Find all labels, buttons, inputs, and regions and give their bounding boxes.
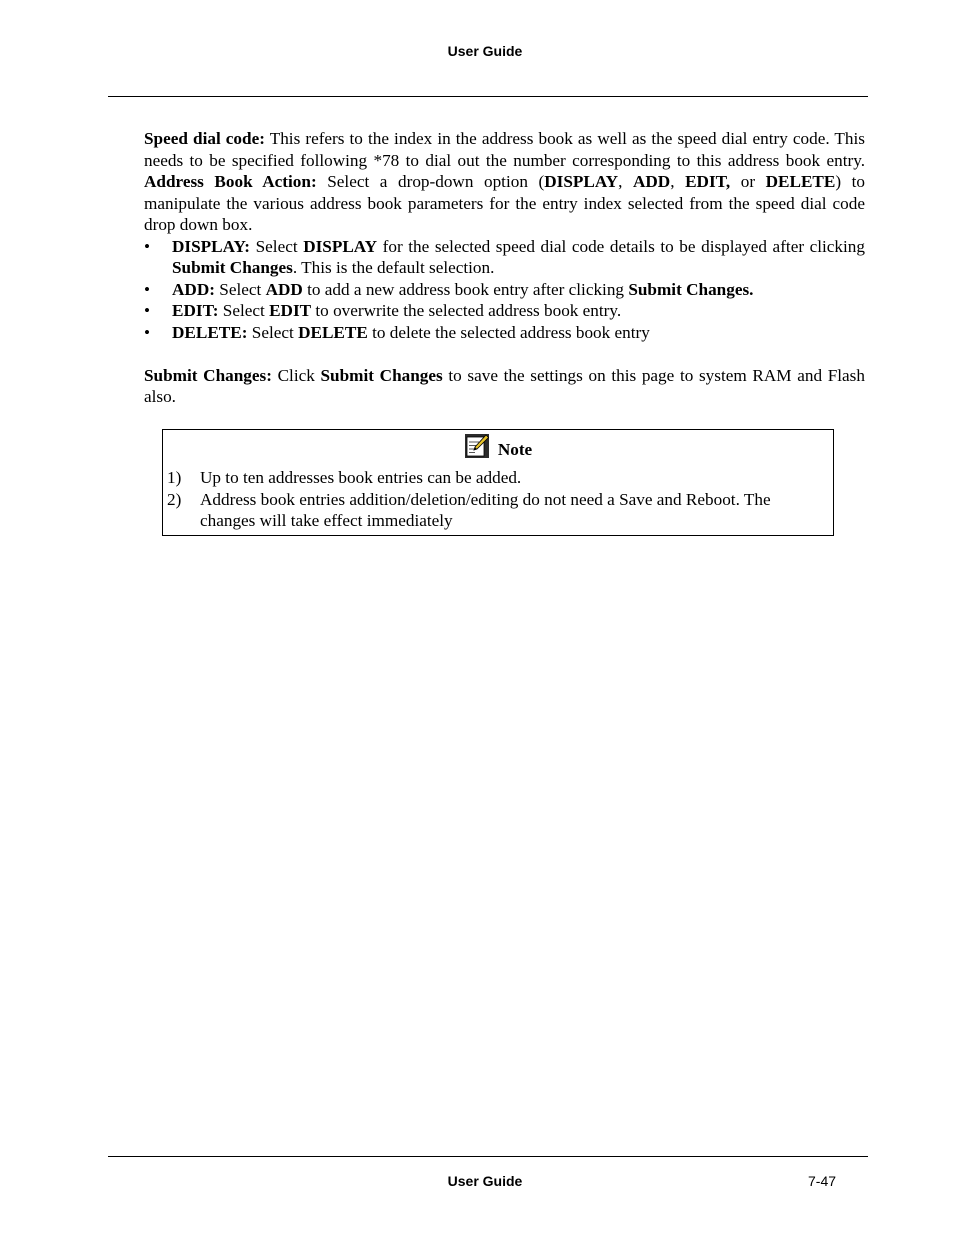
note-item-text: Address book entries addition/deletion/editing do not need a Save and Reboot. The changes will take effect immediately: [200, 489, 771, 530]
text-run: Select a drop-down option (: [316, 172, 545, 191]
note-header: [163, 433, 833, 461]
bullet-glyph: •: [144, 322, 151, 342]
bullet-emphasis: Submit Changes: [172, 258, 293, 277]
submit-changes-paragraph: [144, 365, 865, 408]
bullet-emphasis: Submit Changes.: [628, 279, 754, 299]
option-display: DISPLAY: [544, 172, 619, 191]
text-run: Select: [218, 301, 270, 320]
note-pencil-icon: [464, 433, 490, 459]
bullet-option: EDIT: [269, 301, 312, 320]
bullet-term: EDIT:: [172, 301, 219, 320]
note-item-number: 2): [167, 489, 182, 509]
text-run: to delete the selected address book entry: [367, 322, 650, 342]
text-run: Click: [271, 365, 321, 385]
bullet-glyph: •: [144, 301, 151, 320]
bullet-glyph: •: [144, 236, 151, 256]
bullet-term: DELETE:: [172, 322, 248, 342]
term-address-book-action: Address Book Action:: [144, 172, 317, 191]
list-item: [144, 236, 865, 279]
header-rule: [108, 96, 868, 97]
text-run: ,: [618, 172, 633, 191]
page-footer-title: User Guide: [447, 1173, 523, 1189]
text-run: to add a new address book entry after clicking: [302, 279, 629, 299]
bullet-option: DISPLAY: [303, 236, 378, 256]
note-box: [162, 429, 834, 536]
term-speed-dial-code: Speed dial code:: [144, 129, 265, 148]
option-delete: DELETE: [765, 172, 836, 191]
page-content: [144, 128, 865, 408]
text-run: ) to manipulate the various address book parameters for the entry index selected from the speed dial code drop down box.: [144, 172, 866, 234]
note-list: [167, 467, 827, 532]
note-item: [167, 489, 827, 532]
term-submit-changes: Submit Changes:: [144, 365, 272, 385]
note-item: [167, 467, 827, 489]
action-bullet-list: [144, 236, 865, 344]
text-run: . This is the default selection.: [292, 258, 495, 277]
text-run: This refers to the index in the address book as well as the speed dial entry code. This needs to be specified following *78 to dial out the number corresponding to this address book entry.: [144, 129, 865, 170]
bullet-option: DELETE: [298, 322, 368, 342]
list-item: [144, 300, 865, 322]
text-run: or: [730, 172, 766, 191]
note-item-number: 1): [167, 468, 182, 487]
bullet-glyph: •: [144, 279, 151, 299]
option-edit: EDIT,: [685, 172, 731, 191]
text-run: Select: [214, 279, 266, 299]
footer-rule: [108, 1156, 868, 1157]
list-item: [144, 322, 865, 344]
bullet-option: ADD: [265, 279, 303, 299]
text-run: to overwrite the selected address book entry.: [311, 301, 622, 320]
bullet-term: DISPLAY:: [172, 236, 251, 256]
text-run: ,: [670, 172, 686, 191]
note-title: Note: [497, 440, 533, 459]
list-item: [144, 279, 865, 301]
paragraph-gap: [144, 343, 865, 365]
text-run: Select: [247, 322, 299, 342]
page-number: 7-47: [808, 1173, 837, 1189]
bullet-term: ADD:: [172, 279, 215, 299]
option-add: ADD: [632, 172, 671, 191]
text-run: to save the settings on this page to system RAM and Flash also.: [144, 365, 865, 406]
page-header-title: User Guide: [447, 43, 523, 59]
speed-dial-paragraph: [144, 128, 865, 236]
text-run: Select: [250, 236, 304, 256]
term-submit-changes-inline: Submit Changes: [320, 365, 443, 385]
note-item-text: Up to ten addresses book entries can be added.: [200, 468, 522, 487]
text-run: for the selected speed dial code details to be displayed after clicking: [377, 236, 865, 256]
